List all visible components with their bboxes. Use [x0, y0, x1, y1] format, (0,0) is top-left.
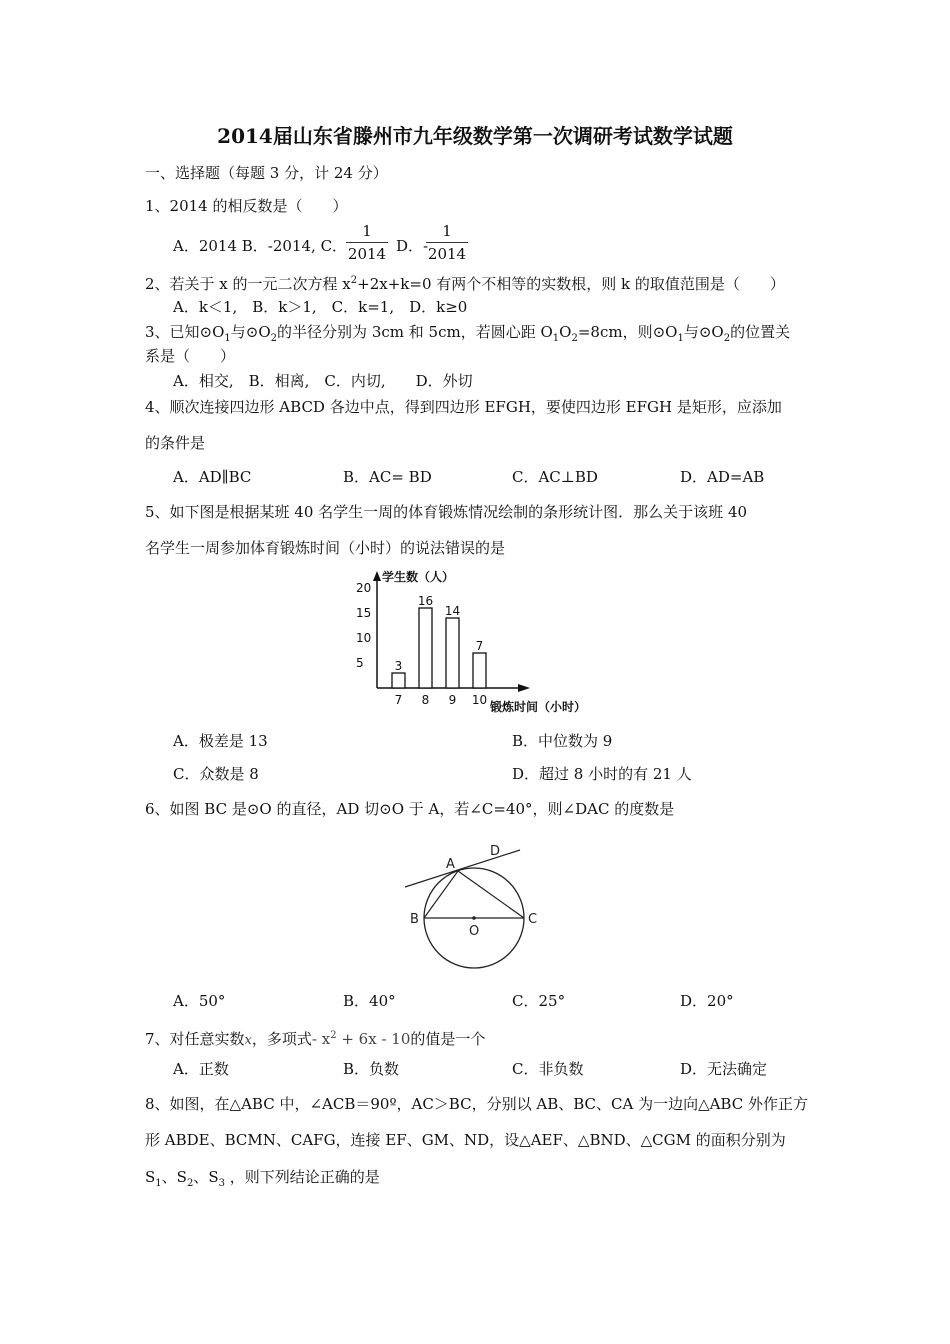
- question-4-option-a: A．AD∥BC: [173, 468, 252, 486]
- question-7-option-b: B．负数: [343, 1060, 400, 1078]
- option-d-prefix: D．-: [396, 237, 429, 255]
- x-tick-label: 8: [421, 693, 430, 707]
- question-6-option-a: A．50°: [173, 992, 226, 1010]
- question-5-line2: 名学生一周参加体育锻炼时间（小时）的说法错误的是: [145, 539, 506, 557]
- x-axis-arrow: [518, 684, 530, 692]
- question-7-option-d: D．无法确定: [680, 1060, 768, 1078]
- question-8-line1: 8、如图，在△ABC 中，∠ACB＝90º，AC＞BC，分别以 AB、BC、CA 为一边向△ABC 外作正方: [145, 1095, 808, 1113]
- question-6-option-b: B．40°: [343, 992, 396, 1010]
- fraction-numerator: 1: [362, 222, 372, 240]
- question-4-line2: 的条件是: [145, 434, 206, 452]
- question-2-options: A．k＜1, B．k＞1, C．k=1, D．k≥0: [173, 298, 468, 316]
- bar-data-label: 14: [444, 604, 461, 618]
- center-point: [472, 916, 476, 920]
- bar-data-label: 3: [394, 659, 403, 673]
- section-heading: 一、选择题（每题 3 分，计 24 分）: [145, 164, 388, 182]
- fraction-denominator: 2014: [347, 245, 387, 263]
- bar-data-label: 16: [417, 594, 434, 608]
- question-7-option-c: C．非负数: [512, 1060, 584, 1078]
- page-title: 2014届山东省滕州市九年级数学第一次调研考试数学试题: [217, 124, 733, 148]
- question-4-option-c: C．AC⊥BD: [512, 468, 598, 486]
- bar: [392, 673, 405, 688]
- x-tick-label: 9: [448, 693, 457, 707]
- question-4-option-d: D．AD=AB: [680, 468, 765, 486]
- y-axis-label: 学生数（人）: [382, 570, 455, 584]
- label-d: D: [490, 844, 501, 859]
- y-tick-label: 5: [356, 656, 364, 670]
- question-6-option-d: D．20°: [680, 992, 734, 1010]
- question-5-option-a: A．极差是 13: [173, 732, 268, 750]
- question-8-line2: 形 ABDE、BCMN、CAFG，连接 EF、GM、ND，设△AEF、△BND、△CGM 的面积分别为: [145, 1131, 786, 1149]
- option-c-fraction: [346, 222, 388, 263]
- circle-diagram: [400, 835, 560, 975]
- option-d-fraction: [426, 222, 468, 263]
- question-5-option-b: B．中位数为 9: [512, 732, 613, 750]
- segment-ab: [424, 871, 458, 918]
- tangent-line-ad: [405, 850, 520, 887]
- x-axis-label: 锻炼时间（小时）: [490, 700, 587, 714]
- y-tick-label: 15: [356, 606, 372, 620]
- question-5-option-c: C．众数是 8: [173, 765, 259, 783]
- fraction-denominator: 2014: [427, 245, 467, 263]
- question-8-line3: $S_1$、$S_2$、$S_3$ ，则下列结论正确的是: [145, 1168, 380, 1189]
- polynomial: - $x^2 + 6x - 10$: [311, 1030, 411, 1048]
- segment-ac: [458, 871, 524, 918]
- question-6-option-c: C．25°: [512, 992, 566, 1010]
- question-1-stem: 1、2014 的相反数是（ ）: [145, 197, 348, 215]
- fraction-numerator: 1: [442, 222, 452, 240]
- question-5-option-d: D．超过 8 小时的有 21 人: [512, 765, 692, 783]
- question-2-stem: 2、若关于 x 的一元二次方程 $x^2+2x+k=0$ 有两个不相等的实数根，则 k 的取值范围是（ ）: [145, 275, 785, 293]
- y-tick-label: 10: [356, 631, 372, 645]
- y-tick-label: 20: [356, 581, 372, 595]
- label-o: O: [469, 924, 480, 939]
- bar-chart: [340, 565, 620, 720]
- question-6-stem: 6、如图 BC 是⊙O 的直径，AD 切⊙O 于 A，若∠C=40°，则∠DAC 的度数是: [145, 800, 675, 818]
- x-tick-label: 10: [471, 693, 488, 707]
- bar: [419, 608, 432, 688]
- label-a: A: [446, 857, 455, 872]
- bar-data-label: 7: [475, 639, 484, 653]
- label-b: B: [410, 912, 419, 927]
- label-c: C: [528, 912, 538, 927]
- question-5-line1: 5、如下图是根据某班 40 名学生一周的体育锻炼情况绘制的条形统计图．那么关于该班 40: [145, 503, 748, 521]
- question-1-options-ab: A．2014 B．-2014, C．: [173, 237, 348, 255]
- y-axis-arrow: [373, 571, 381, 581]
- bar: [473, 653, 486, 688]
- question-7-stem: 7、对任意实数x，多项式- $x^2 + 6x - 10$的值是一个: [145, 1030, 486, 1048]
- question-7-option-a: A．正数: [173, 1060, 229, 1078]
- question-3-line2: 系是（ ）: [145, 347, 236, 365]
- question-4-option-b: B．AC= BD: [343, 468, 432, 486]
- question-4-line1: 4、顺次连接四边形 ABCD 各边中点，得到四边形 EFGH，要使四边形 EFGH 是矩形，应添加: [145, 398, 782, 416]
- question-3-line1: 3、已知$⊙O_1$与$⊙O_2$的半径分别为 3cm 和 5cm，若圆心距 $O_1O_2=8cm$，则$⊙O_1$与$⊙O_2$的位置关: [145, 323, 791, 344]
- x-tick-label: 7: [394, 693, 403, 707]
- question-3-options: A．相交, B．相离, C．内切, D．外切: [173, 372, 473, 390]
- bar: [446, 618, 459, 688]
